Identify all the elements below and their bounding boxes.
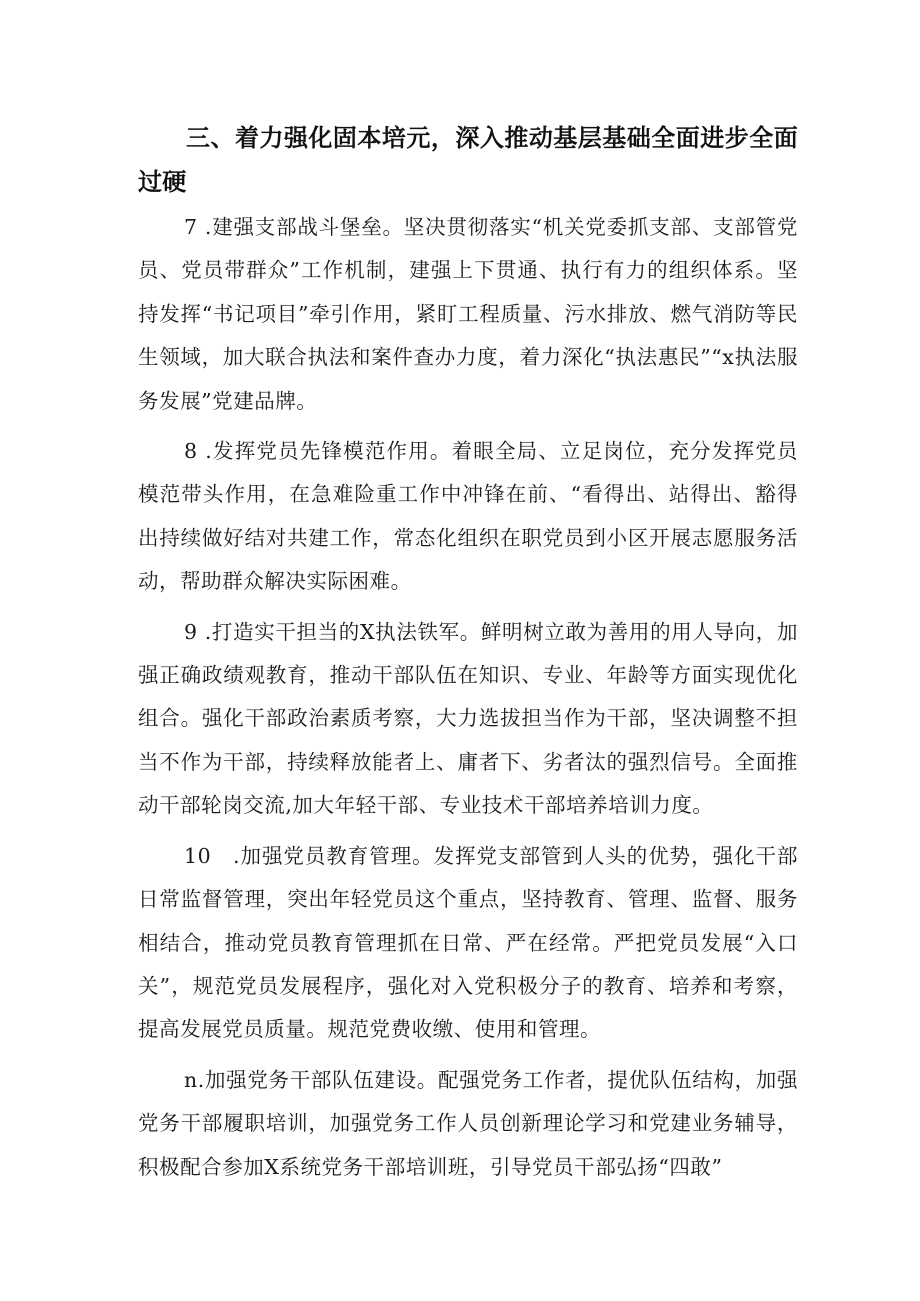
section-heading: 三、着力强化固本培元，深入推动基层基础全面进步全面过硬	[138, 124, 798, 196]
paragraph-9: 9 .打造实干担当的X执法铁军。鲜明树立敢为善用的用人导向，加强正确政绩观教育，推动干部队伍在知识、专业、年龄等方面实现优化组合。强化干部政治素质考察，大力选拔担当作为干部，坚决调整不担当不作为干部，持续释放能者上、庸者下、劣者汰的强烈信号。全面推动干部轮岗交流,加大年轻干部、专业技术干部培养培训力度。	[138, 619, 798, 818]
paragraph-8: 8 .发挥党员先锋模范作用。着眼全局、立足岗位，充分发挥党员模范带头作用，在急难险重工作中冲锋在前、“看得出、站得出、豁得出持续做好结对共建工作，常态化组织在职党员到小区开展志愿服务活动，帮助群众解决实际困难。	[138, 439, 798, 594]
paragraph-7: 7 .建强支部战斗堡垒。坚决贯彻落实“机关党委抓支部、支部管党员、党员带群众”工作机制，建强上下贯通、执行有力的组织体系。坚持发挥“书记项目”牵引作用，紧盯工程质量、污水排放、燃气消防等民生领域，加大联合执法和案件查办力度，着力深化“执法惠民”“x执法服务发展”党建品牌。	[138, 215, 798, 413]
document-body	[138, 116, 798, 1196]
paragraph-11: n.加强党务干部队伍建设。配强党务工作者，提优队伍结构，加强党务干部履职培训，加强党务工作人员创新理论学习和党建业务辅导，积极配合参加X系统党务干部培训班，引导党员干部弘扬“四敢”	[138, 1067, 798, 1179]
paragraph-10: 10 .加强党员教育管理。发挥党支部管到人头的优势，强化干部日常监督管理，突出年轻党员这个重点，坚持教育、管理、监督、服务相结合，推动党员教育管理抓在日常、严在经常。严把党员发展“入口关”，规范党员发展程序，强化对入党积极分子的教育、培养和考察，提高发展党员质量。规范党费收缴、使用和管理。	[138, 843, 798, 1042]
